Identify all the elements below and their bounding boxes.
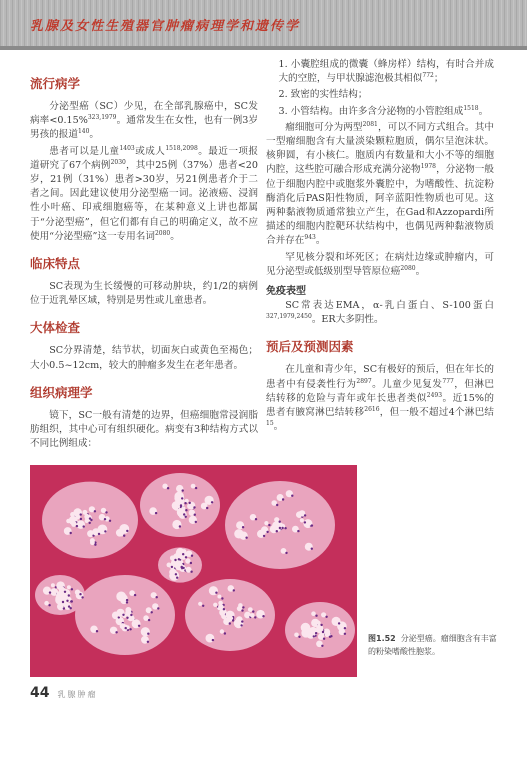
paragraph-histopathology: 镜下，SC一般有清楚的边界，但癌细胞常浸润脂肪组织，其中心可有组织硬化。病变有3种结构方式以不同比例组成：: [30, 409, 258, 450]
paragraph-clinical: SC表现为生长缓慢的可移动肿块，约1/2的病例位于近乳晕区域，特别是男性或儿童患者。: [30, 281, 258, 307]
paragraph-cell-types: 瘤细胞可分为两型$^{2081}$，可以不同方式组合。其中一型瘤细胞含有大量淡染颗粒胞质，偶尔呈泡沫状。核卵圆，有小核仁。胞质内有数量和大小不等的细胞内腔，这些腔可融合形成充满分泌物$^{1978}$，分泌物一般位于细胞内腔中或胞浆外囊腔中，为嗜酸性、抗淀粉酶消化后PAS阳性物质，阿辛蓝阳性物质也可见。这两种黏液物质通常独立产生，在Gad和Azzopardi所描述的细胞内腔靶环状结构中，也偶见两种黏液物质合并存在$^{943}$。: [266, 120, 495, 247]
book-title: 乳腺肿瘤: [57, 690, 98, 699]
section-heading-clinical: 临床特点: [30, 256, 81, 272]
figure-caption: [368, 632, 498, 658]
paragraph-gross: SC分界清楚，结节状，切面灰白或黄色至褐色；大小0.5~12cm，较大的肿瘤多发生在老年患者。: [30, 345, 258, 371]
right-column: [266, 58, 494, 436]
section-heading-gross: 大体检查: [30, 320, 81, 336]
running-header-title: 乳腺及女性生殖器官肿瘤病理学和遗传学: [30, 19, 301, 34]
histology-micrograph: [30, 465, 357, 677]
section-heading-epidemiology: 流行病学: [30, 76, 81, 91]
list-item-pattern-2: 2. 致密的实性结构；: [278, 89, 368, 101]
page-number: 44: [30, 685, 50, 701]
subheading-immunophenotype: 免疫表型: [266, 286, 306, 298]
histology-figure: [30, 465, 357, 677]
paragraph-necrosis: 罕见核分裂和坏死区；在病灶边缘或肿瘤内，可见分泌型或低级别型导管原位癌$^{2080}$。: [266, 251, 494, 277]
page-footer: [30, 685, 97, 703]
figure-caption-text: 分泌型癌。瘤细胞含有丰富的粉染嗜酸性胞浆。: [368, 634, 497, 656]
left-column: [30, 64, 258, 453]
list-item-pattern-3: 3. 小管结构。由许多含分泌物的小管腔组成$^{1518}$。: [278, 104, 489, 117]
paragraph-prognosis: 在儿童和青少年，SC有极好的预后，但在年长的患者中有侵袭性行为$^{2897}$。儿童少见复发$^{777}$，但淋巴结转移的危险与青年或年长患者类似$^{2493}$。近15%的患者有腋窝淋巴结转移$^{2616}$，但一般不超过4个淋巴结$^{15}$。: [266, 364, 495, 433]
paragraph-epidemiology-2: 患者可以是儿童$^{1403}$或成人$^{1518,2098}$。最近一项报道研究了67个病例$^{2030}$，其中25例（37%）患者<20岁，21例（31%）患者>30岁，另21例患者介于二者之间。因此建议使用分泌型癌一词。泌液癌、浸润性小叶癌、印戒细胞癌等，在某种意义上讲也都属于“分泌型癌”，但它们都有自己的明确定义，故不应使用“分泌型癌”这一专用名词$^{2080}$。: [30, 144, 259, 242]
paragraph-epidemiology-1: 分泌型癌（SC）少见，在全部乳腺癌中，SC发病率<0.15%$^{323,1979}$。通常发生在女性，也有一例3岁男孩的报道$^{140}$。: [30, 101, 259, 141]
section-heading-prognosis: 预后及预测因素: [266, 339, 354, 355]
section-heading-histopathology: 组织病理学: [30, 384, 93, 400]
figure-label: 图1.52: [368, 634, 396, 643]
list-item-pattern-1: 1. 小囊腔组成的微囊（蜂房样）结构，有时合并成大的空腔，与甲状腺滤泡极其相似$^{772}$；: [278, 59, 494, 85]
page-header-banner: [0, 0, 527, 50]
paragraph-immunophenotype: SC常表达EMA，α-乳白蛋白、S-100蛋白$^{327,1979,2450}$。ER大多阴性。: [266, 300, 494, 326]
